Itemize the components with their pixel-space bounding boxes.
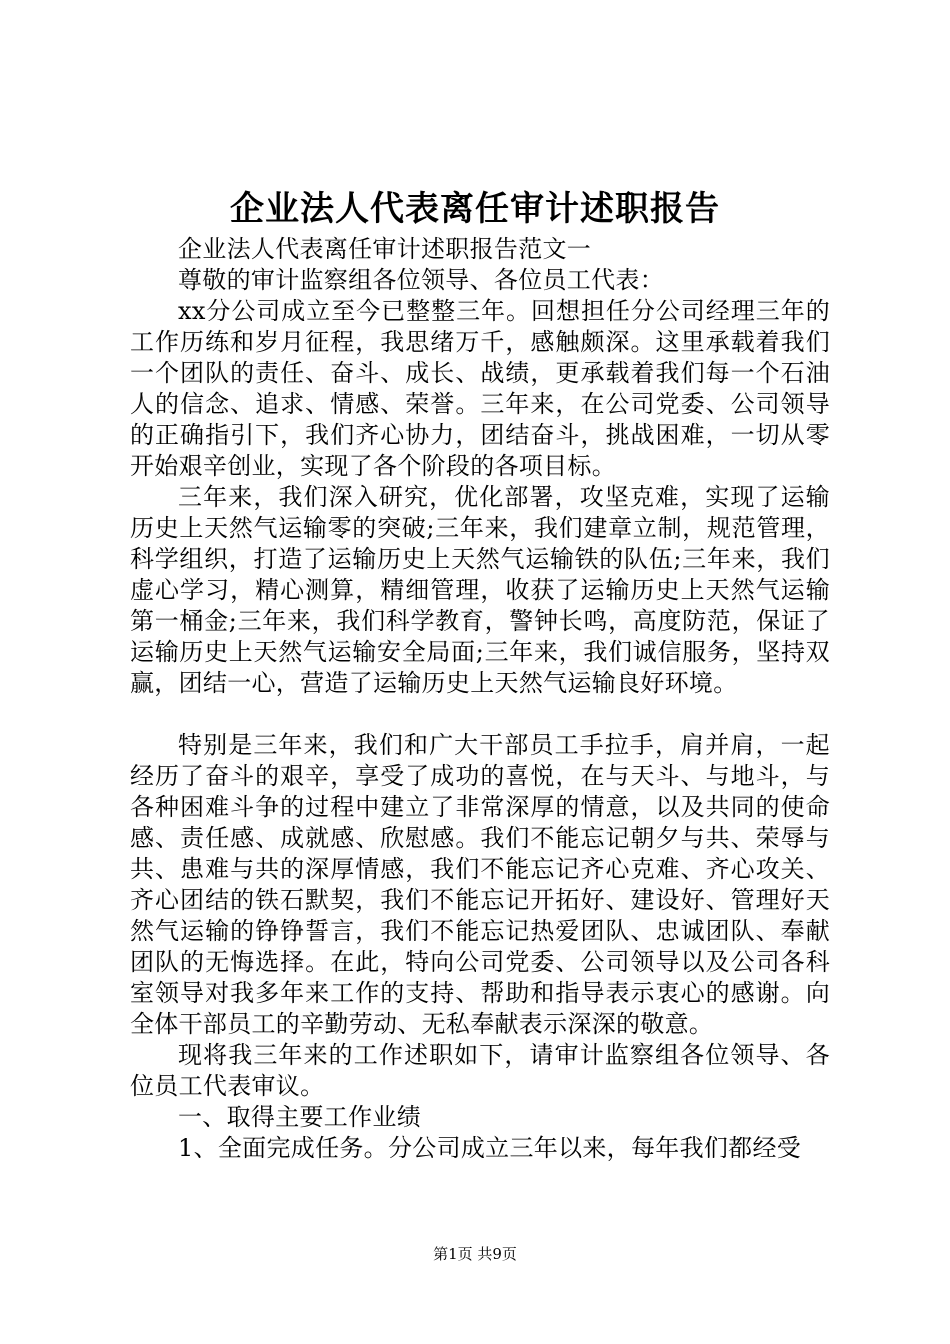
document-title: 企业法人代表离任审计述职报告 [230, 189, 720, 229]
page-footer: 第1页 共9页 [433, 1245, 517, 1263]
paragraph-gratitude: 特别是三年来，我们和广大干部员工手拉手，肩并肩，一起经历了奋斗的艰辛，享受了成功的喜悦，在与天斗、与地斗，与各种困难斗争的过程中建立了非常深厚的情意，以及共同的使命感、责任感、成就感、欣慰感。我们不能忘记朝夕与共、荣辱与共、患难与共的深厚情感，我们不能忘记齐心克难、齐心攻关、齐心团结的铁石默契，我们不能忘记开拓好、建设好、管理好天然气运输的铮铮誓言，我们不能忘记热爱团队、忠诚团队、奉献团队的无悔选择。在此，特向公司党委、公司领导以及公司各科室领导对我多年来工作的支持、帮助和指导表示衷心的感谢。向全体干部员工的辛勤劳动、无私奉献表示深深的敬意。 [130, 731, 830, 1038]
paragraph-intro: xx分公司成立至今已整整三年。回想担任分公司经理三年的工作历练和岁月征程，我思绪万千，感触颇深。这里承载着我们一个团队的责任、奋斗、成长、战绩，更承载着我们每一个石油人的信念、追求、情感、荣誉。三年来，在公司党委、公司领导的正确指引下，我们齐心协力，团结奋斗，挑战困难，一切从零开始艰辛创业，实现了各个阶段的各项目标。 [130, 297, 830, 480]
paragraph-item-1: 1、全面完成任务。分公司成立三年以来，每年我们都经受 [178, 1134, 802, 1162]
paragraph-report-intro: 现将我三年来的工作述职如下，请审计监察组各位领导、各位员工代表审议。 [130, 1041, 830, 1100]
paragraph-salutation: 尊敬的审计监察组各位领导、各位员工代表： [178, 266, 664, 294]
paragraph-subtitle: 企业法人代表离任审计述职报告范文一 [178, 235, 592, 263]
section-heading: 一、取得主要工作业绩 [178, 1103, 421, 1131]
document-body [130, 234, 830, 1164]
paragraph-achievements: 三年来，我们深入研究，优化部署，攻坚克难，实现了运输历史上天然气运输零的突破;三年来，我们建章立制，规范管理，科学组织，打造了运输历史上天然气运输铁的队伍;三年来，我们虚心学习，精心测算，精细管理，收获了运输历史上天然气运输第一桶金;三年来，我们科学教育，警钟长鸣，高度防范，保证了运输历史上天然气运输安全局面;三年来，我们诚信服务，坚持双赢，团结一心，营造了运输历史上天然气运输良好环境。 [130, 483, 830, 697]
